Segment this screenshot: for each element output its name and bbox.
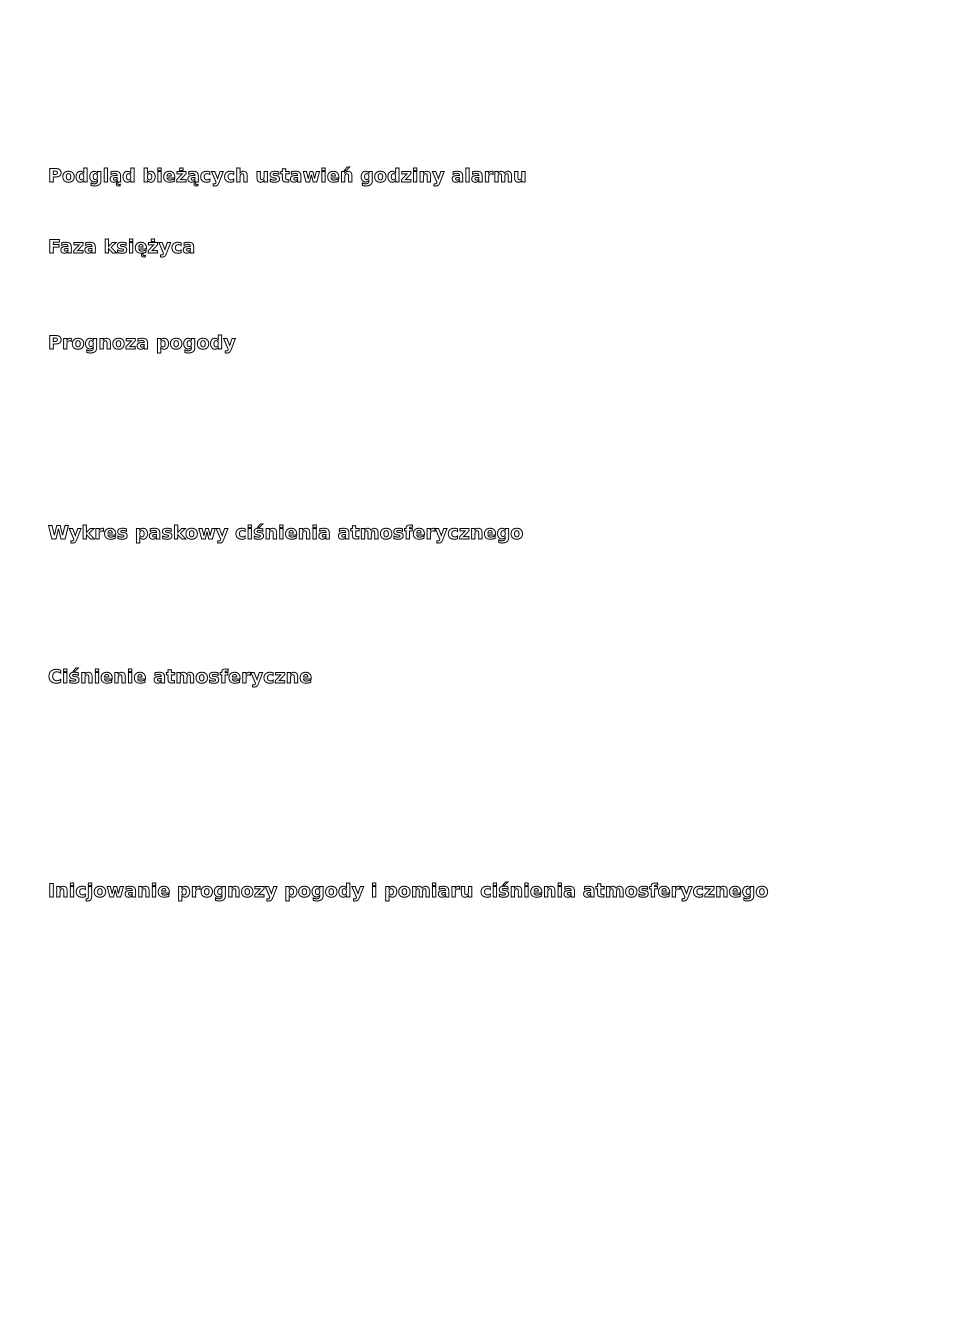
- heading-init-forecast-pressure: Inicjowanie prognozy pogody i pomiaru ciśnienia atmosferycznego: [48, 880, 769, 902]
- heading-moon-phase: Faza księżyca: [48, 236, 196, 258]
- heading-pressure-bar-chart: Wykres paskowy ciśnienia atmosferycznego: [48, 522, 524, 544]
- heading-atmospheric-pressure: Ciśnienie atmosferyczne: [48, 666, 313, 688]
- heading-weather-forecast: Prognoza pogody: [48, 332, 236, 354]
- heading-alarm-preview: Podgląd bieżących ustawień godziny alarmu: [48, 165, 527, 187]
